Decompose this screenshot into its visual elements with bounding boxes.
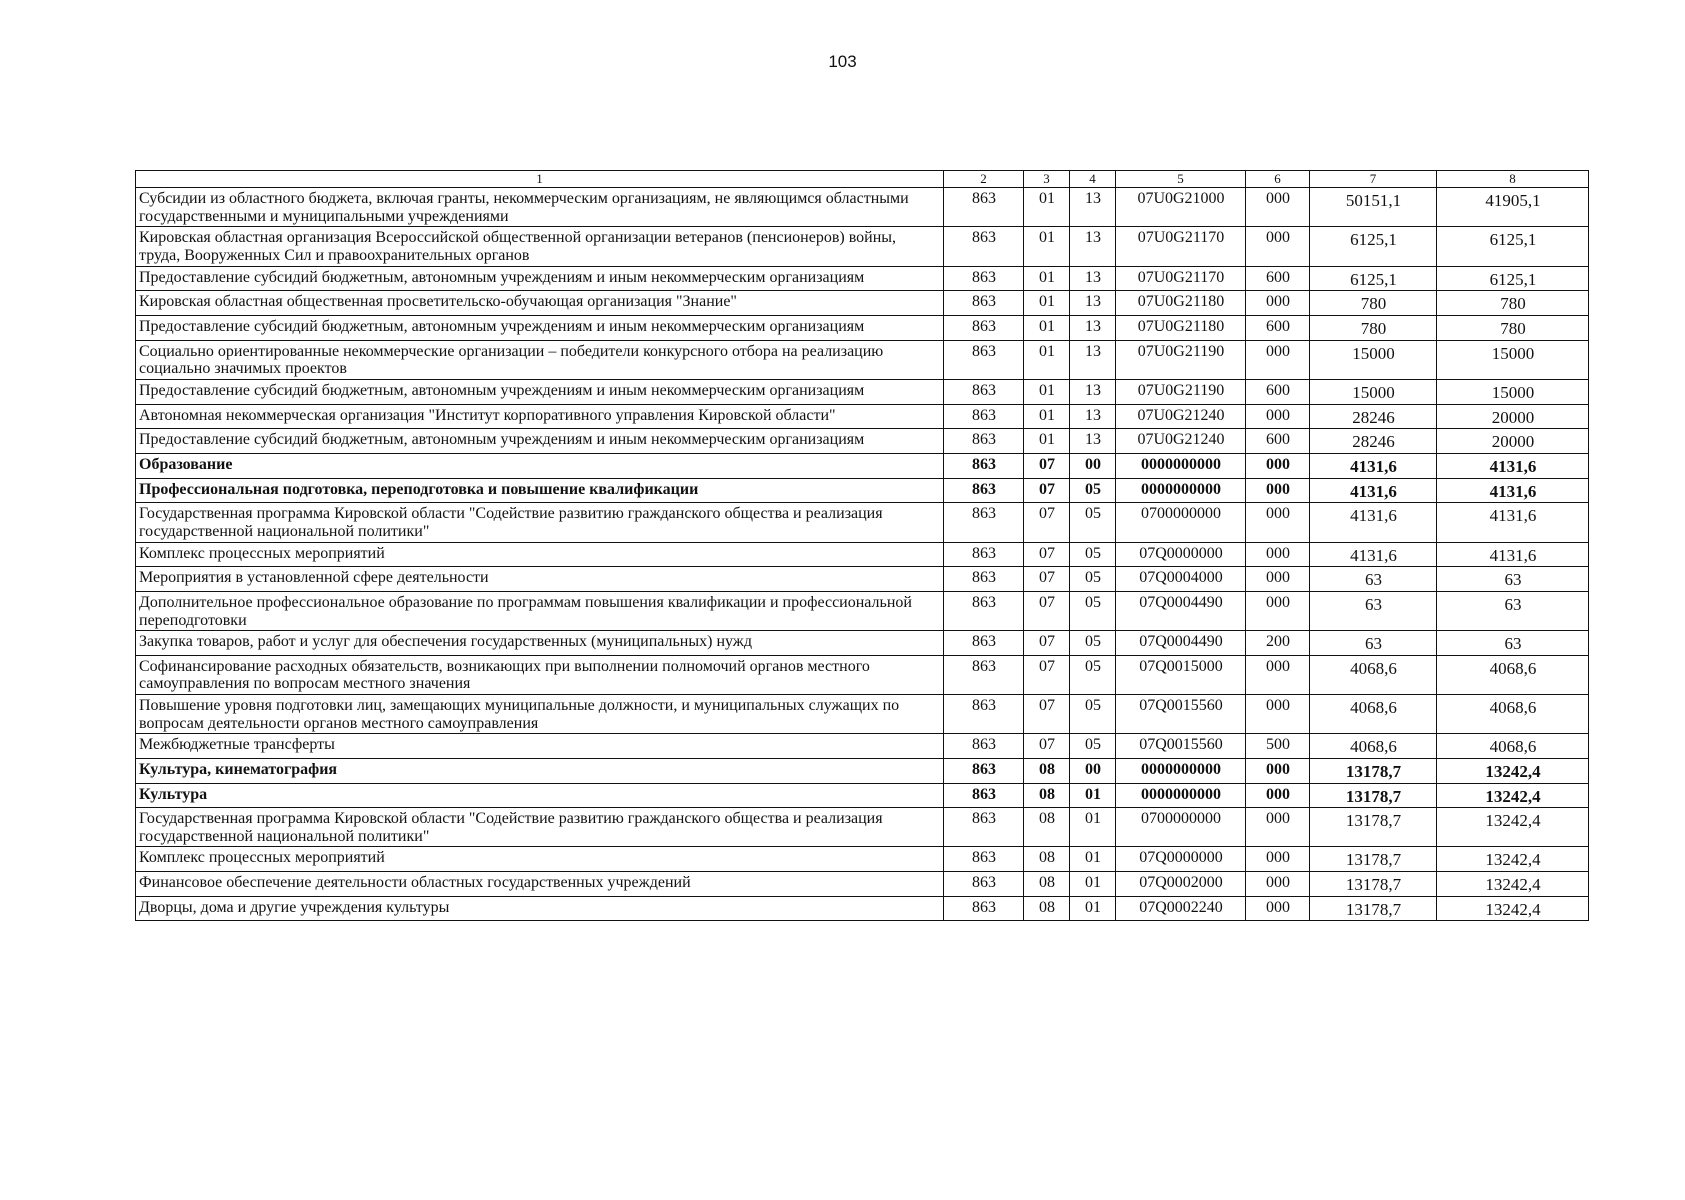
table-row (136, 340, 1589, 379)
cell-ministry-code: 863 (944, 227, 1024, 266)
table-row (136, 379, 1589, 404)
cell-subsection-code: 05 (1070, 503, 1116, 542)
cell-amount-year-2: 4131,6 (1437, 478, 1589, 503)
cell-ministry-code: 863 (944, 758, 1024, 783)
cell-expense-type: 000 (1246, 453, 1310, 478)
cell-amount-year-2: 6125,1 (1437, 227, 1589, 266)
cell-name: Автономная некоммерческая организация "Институт корпоративного управления Кировской области" (136, 404, 944, 429)
cell-section-code: 07 (1024, 453, 1070, 478)
cell-subsection-code: 05 (1070, 734, 1116, 759)
cell-section-code: 07 (1024, 567, 1070, 592)
cell-expense-type: 200 (1246, 631, 1310, 656)
cell-amount-year-2: 780 (1437, 316, 1589, 341)
cell-section-code: 01 (1024, 316, 1070, 341)
cell-subsection-code: 05 (1070, 591, 1116, 630)
cell-ministry-code: 863 (944, 872, 1024, 897)
cell-amount-year-1: 50151,1 (1310, 188, 1437, 227)
cell-target-article: 07U0G21000 (1116, 188, 1246, 227)
cell-ministry-code: 863 (944, 694, 1024, 733)
cell-name: Дворцы, дома и другие учреждения культуры (136, 896, 944, 921)
cell-ministry-code: 863 (944, 478, 1024, 503)
header-cell-8: 8 (1437, 171, 1589, 188)
cell-amount-year-1: 15000 (1310, 340, 1437, 379)
cell-expense-type: 000 (1246, 808, 1310, 847)
header-cell-1: 1 (136, 171, 944, 188)
cell-subsection-code: 13 (1070, 188, 1116, 227)
table-row (136, 291, 1589, 316)
cell-name: Мероприятия в установленной сфере деятельности (136, 567, 944, 592)
cell-amount-year-2: 63 (1437, 567, 1589, 592)
cell-subsection-code: 05 (1070, 655, 1116, 694)
cell-ministry-code: 863 (944, 655, 1024, 694)
cell-subsection-code: 01 (1070, 783, 1116, 808)
table-row (136, 896, 1589, 921)
cell-name: Закупка товаров, работ и услуг для обеспечения государственных (муниципальных) нужд (136, 631, 944, 656)
cell-subsection-code: 05 (1070, 478, 1116, 503)
cell-name: Комплекс процессных мероприятий (136, 847, 944, 872)
cell-amount-year-1: 13178,7 (1310, 847, 1437, 872)
cell-amount-year-2: 13242,4 (1437, 872, 1589, 897)
cell-subsection-code: 13 (1070, 316, 1116, 341)
cell-amount-year-1: 28246 (1310, 429, 1437, 454)
cell-amount-year-2: 4131,6 (1437, 453, 1589, 478)
cell-amount-year-2: 20000 (1437, 404, 1589, 429)
cell-expense-type: 000 (1246, 542, 1310, 567)
cell-amount-year-2: 4068,6 (1437, 694, 1589, 733)
cell-amount-year-2: 4131,6 (1437, 542, 1589, 567)
table-row (136, 188, 1589, 227)
cell-expense-type: 000 (1246, 291, 1310, 316)
cell-amount-year-1: 4131,6 (1310, 542, 1437, 567)
cell-section-code: 07 (1024, 694, 1070, 733)
cell-subsection-code: 13 (1070, 291, 1116, 316)
cell-expense-type: 600 (1246, 266, 1310, 291)
cell-target-article: 07Q0000000 (1116, 542, 1246, 567)
cell-subsection-code: 05 (1070, 567, 1116, 592)
cell-target-article: 07Q0015560 (1116, 734, 1246, 759)
table-row (136, 734, 1589, 759)
cell-amount-year-2: 4131,6 (1437, 503, 1589, 542)
cell-subsection-code: 05 (1070, 694, 1116, 733)
cell-amount-year-1: 780 (1310, 291, 1437, 316)
cell-expense-type: 000 (1246, 847, 1310, 872)
header-cell-6: 6 (1246, 171, 1310, 188)
cell-subsection-code: 00 (1070, 453, 1116, 478)
cell-amount-year-2: 63 (1437, 631, 1589, 656)
cell-expense-type: 000 (1246, 478, 1310, 503)
cell-target-article: 0000000000 (1116, 453, 1246, 478)
cell-amount-year-1: 4068,6 (1310, 655, 1437, 694)
cell-ministry-code: 863 (944, 188, 1024, 227)
cell-name: Государственная программа Кировской области "Содействие развитию гражданского общества и реализация государственной национальной политики" (136, 808, 944, 847)
cell-amount-year-1: 4131,6 (1310, 503, 1437, 542)
cell-expense-type: 000 (1246, 896, 1310, 921)
cell-subsection-code: 05 (1070, 542, 1116, 567)
cell-expense-type: 000 (1246, 694, 1310, 733)
cell-target-article: 07U0G21240 (1116, 404, 1246, 429)
cell-section-code: 07 (1024, 542, 1070, 567)
cell-subsection-code: 13 (1070, 266, 1116, 291)
cell-ministry-code: 863 (944, 808, 1024, 847)
cell-ministry-code: 863 (944, 453, 1024, 478)
table-row (136, 266, 1589, 291)
cell-target-article: 07Q0015560 (1116, 694, 1246, 733)
cell-target-article: 07U0G21190 (1116, 379, 1246, 404)
cell-section-code: 07 (1024, 655, 1070, 694)
table-row (136, 847, 1589, 872)
cell-subsection-code: 00 (1070, 758, 1116, 783)
header-cell-4: 4 (1070, 171, 1116, 188)
cell-target-article: 07U0G21190 (1116, 340, 1246, 379)
cell-name: Культура (136, 783, 944, 808)
cell-section-code: 07 (1024, 503, 1070, 542)
cell-expense-type: 600 (1246, 429, 1310, 454)
cell-amount-year-2: 13242,4 (1437, 808, 1589, 847)
cell-amount-year-1: 13178,7 (1310, 896, 1437, 921)
cell-subsection-code: 13 (1070, 227, 1116, 266)
cell-name: Субсидии из областного бюджета, включая гранты, некоммерческим организациям, не являющимся областными государственными и муниципальными учреждениями (136, 188, 944, 227)
cell-ministry-code: 863 (944, 591, 1024, 630)
cell-name: Социально ориентированные некоммерческие организации – победители конкурсного отбора на реализацию социально значимых проектов (136, 340, 944, 379)
cell-name: Культура, кинематография (136, 758, 944, 783)
cell-target-article: 07U0G21170 (1116, 227, 1246, 266)
cell-subsection-code: 05 (1070, 631, 1116, 656)
table-row (136, 478, 1589, 503)
cell-expense-type: 600 (1246, 379, 1310, 404)
cell-name: Профессиональная подготовка, переподготовка и повышение квалификации (136, 478, 944, 503)
cell-target-article: 0700000000 (1116, 503, 1246, 542)
cell-subsection-code: 01 (1070, 896, 1116, 921)
cell-target-article: 0700000000 (1116, 808, 1246, 847)
cell-ministry-code: 863 (944, 734, 1024, 759)
cell-section-code: 07 (1024, 734, 1070, 759)
table-row (136, 453, 1589, 478)
cell-amount-year-1: 4068,6 (1310, 734, 1437, 759)
cell-ministry-code: 863 (944, 567, 1024, 592)
cell-amount-year-2: 6125,1 (1437, 266, 1589, 291)
cell-name: Предоставление субсидий бюджетным, автономным учреждениям и иным некоммерческим организациям (136, 266, 944, 291)
table-row (136, 503, 1589, 542)
cell-amount-year-2: 15000 (1437, 340, 1589, 379)
cell-amount-year-1: 6125,1 (1310, 266, 1437, 291)
cell-target-article: 07Q0000000 (1116, 847, 1246, 872)
cell-subsection-code: 01 (1070, 847, 1116, 872)
cell-amount-year-1: 4131,6 (1310, 453, 1437, 478)
cell-section-code: 07 (1024, 591, 1070, 630)
cell-section-code: 01 (1024, 340, 1070, 379)
cell-ministry-code: 863 (944, 847, 1024, 872)
cell-section-code: 01 (1024, 429, 1070, 454)
cell-amount-year-1: 13178,7 (1310, 758, 1437, 783)
table-row (136, 694, 1589, 733)
cell-amount-year-2: 20000 (1437, 429, 1589, 454)
cell-target-article: 07U0G21170 (1116, 266, 1246, 291)
cell-amount-year-2: 41905,1 (1437, 188, 1589, 227)
cell-amount-year-2: 15000 (1437, 379, 1589, 404)
table-row (136, 567, 1589, 592)
cell-expense-type: 000 (1246, 655, 1310, 694)
cell-expense-type: 000 (1246, 758, 1310, 783)
cell-name: Кировская областная общественная просветительско-обучающая организация "Знание" (136, 291, 944, 316)
cell-expense-type: 000 (1246, 591, 1310, 630)
cell-expense-type: 600 (1246, 316, 1310, 341)
cell-target-article: 07Q0004490 (1116, 591, 1246, 630)
cell-section-code: 01 (1024, 291, 1070, 316)
cell-name: Финансовое обеспечение деятельности областных государственных учреждений (136, 872, 944, 897)
cell-ministry-code: 863 (944, 266, 1024, 291)
cell-ministry-code: 863 (944, 340, 1024, 379)
cell-name: Государственная программа Кировской области "Содействие развитию гражданского общества и реализация государственной национальной политики" (136, 503, 944, 542)
cell-ministry-code: 863 (944, 379, 1024, 404)
cell-ministry-code: 863 (944, 429, 1024, 454)
cell-subsection-code: 13 (1070, 379, 1116, 404)
cell-name: Образование (136, 453, 944, 478)
cell-subsection-code: 01 (1070, 808, 1116, 847)
cell-ministry-code: 863 (944, 404, 1024, 429)
cell-section-code: 08 (1024, 808, 1070, 847)
header-cell-3: 3 (1024, 171, 1070, 188)
cell-amount-year-1: 13178,7 (1310, 808, 1437, 847)
table-row (136, 655, 1589, 694)
cell-expense-type: 000 (1246, 872, 1310, 897)
cell-subsection-code: 01 (1070, 872, 1116, 897)
cell-target-article: 0000000000 (1116, 758, 1246, 783)
cell-target-article: 07Q0002240 (1116, 896, 1246, 921)
cell-target-article: 07Q0002000 (1116, 872, 1246, 897)
cell-name: Дополнительное профессиональное образование по программам повышения квалификации и профессиональной переподготовки (136, 591, 944, 630)
cell-target-article: 0000000000 (1116, 783, 1246, 808)
cell-amount-year-2: 13242,4 (1437, 847, 1589, 872)
cell-expense-type: 000 (1246, 503, 1310, 542)
cell-amount-year-1: 13178,7 (1310, 872, 1437, 897)
table-row (136, 429, 1589, 454)
table-row (136, 758, 1589, 783)
table-header-row (136, 171, 1589, 188)
cell-section-code: 01 (1024, 379, 1070, 404)
cell-expense-type: 000 (1246, 188, 1310, 227)
cell-amount-year-2: 780 (1437, 291, 1589, 316)
budget-table (135, 170, 1589, 921)
cell-target-article: 07U0G21180 (1116, 291, 1246, 316)
cell-name: Комплекс процессных мероприятий (136, 542, 944, 567)
cell-ministry-code: 863 (944, 503, 1024, 542)
cell-amount-year-2: 13242,4 (1437, 896, 1589, 921)
cell-ministry-code: 863 (944, 783, 1024, 808)
cell-section-code: 01 (1024, 266, 1070, 291)
cell-section-code: 07 (1024, 478, 1070, 503)
cell-target-article: 07Q0015000 (1116, 655, 1246, 694)
header-cell-7: 7 (1310, 171, 1437, 188)
cell-amount-year-1: 63 (1310, 631, 1437, 656)
cell-amount-year-1: 13178,7 (1310, 783, 1437, 808)
table-row (136, 872, 1589, 897)
cell-expense-type: 500 (1246, 734, 1310, 759)
header-cell-5: 5 (1116, 171, 1246, 188)
cell-amount-year-1: 4131,6 (1310, 478, 1437, 503)
cell-amount-year-1: 780 (1310, 316, 1437, 341)
cell-amount-year-2: 13242,4 (1437, 783, 1589, 808)
cell-ministry-code: 863 (944, 291, 1024, 316)
cell-section-code: 08 (1024, 783, 1070, 808)
cell-amount-year-1: 6125,1 (1310, 227, 1437, 266)
cell-name: Предоставление субсидий бюджетным, автономным учреждениям и иным некоммерческим организациям (136, 316, 944, 341)
cell-expense-type: 000 (1246, 783, 1310, 808)
cell-section-code: 08 (1024, 872, 1070, 897)
cell-section-code: 01 (1024, 188, 1070, 227)
header-cell-2: 2 (944, 171, 1024, 188)
cell-expense-type: 000 (1246, 567, 1310, 592)
cell-target-article: 07Q0004490 (1116, 631, 1246, 656)
cell-name: Предоставление субсидий бюджетным, автономным учреждениям и иным некоммерческим организациям (136, 429, 944, 454)
table-row (136, 591, 1589, 630)
cell-subsection-code: 13 (1070, 429, 1116, 454)
page-number: 103 (828, 52, 857, 71)
table-row (136, 631, 1589, 656)
cell-amount-year-2: 63 (1437, 591, 1589, 630)
cell-amount-year-1: 15000 (1310, 379, 1437, 404)
cell-name: Повышение уровня подготовки лиц, замещающих муниципальные должности, и муниципальных служащих по вопросам деятельности органов местного самоуправления (136, 694, 944, 733)
cell-ministry-code: 863 (944, 542, 1024, 567)
cell-name: Межбюджетные трансферты (136, 734, 944, 759)
cell-expense-type: 000 (1246, 404, 1310, 429)
table-row (136, 783, 1589, 808)
cell-subsection-code: 13 (1070, 404, 1116, 429)
cell-section-code: 01 (1024, 227, 1070, 266)
cell-amount-year-1: 63 (1310, 567, 1437, 592)
table-row (136, 227, 1589, 266)
cell-expense-type: 000 (1246, 227, 1310, 266)
table-row (136, 808, 1589, 847)
cell-target-article: 0000000000 (1116, 478, 1246, 503)
cell-name: Кировская областная организация Всероссийской общественной организации ветеранов (пенсионеров) войны, труда, Вооруженных Сил и правоохранительных органов (136, 227, 944, 266)
cell-name: Предоставление субсидий бюджетным, автономным учреждениям и иным некоммерческим организациям (136, 379, 944, 404)
cell-amount-year-2: 13242,4 (1437, 758, 1589, 783)
cell-amount-year-2: 4068,6 (1437, 734, 1589, 759)
cell-expense-type: 000 (1246, 340, 1310, 379)
cell-section-code: 08 (1024, 847, 1070, 872)
cell-section-code: 08 (1024, 896, 1070, 921)
cell-amount-year-1: 63 (1310, 591, 1437, 630)
cell-section-code: 08 (1024, 758, 1070, 783)
table-row (136, 542, 1589, 567)
cell-amount-year-1: 28246 (1310, 404, 1437, 429)
cell-ministry-code: 863 (944, 896, 1024, 921)
cell-ministry-code: 863 (944, 316, 1024, 341)
cell-amount-year-2: 4068,6 (1437, 655, 1589, 694)
cell-target-article: 07Q0004000 (1116, 567, 1246, 592)
table-row (136, 404, 1589, 429)
table-row (136, 316, 1589, 341)
cell-subsection-code: 13 (1070, 340, 1116, 379)
cell-name: Софинансирование расходных обязательств, возникающих при выполнении полномочий органов местного самоуправления по вопросам местного значения (136, 655, 944, 694)
cell-ministry-code: 863 (944, 631, 1024, 656)
cell-section-code: 07 (1024, 631, 1070, 656)
cell-target-article: 07U0G21180 (1116, 316, 1246, 341)
cell-amount-year-1: 4068,6 (1310, 694, 1437, 733)
cell-section-code: 01 (1024, 404, 1070, 429)
cell-target-article: 07U0G21240 (1116, 429, 1246, 454)
